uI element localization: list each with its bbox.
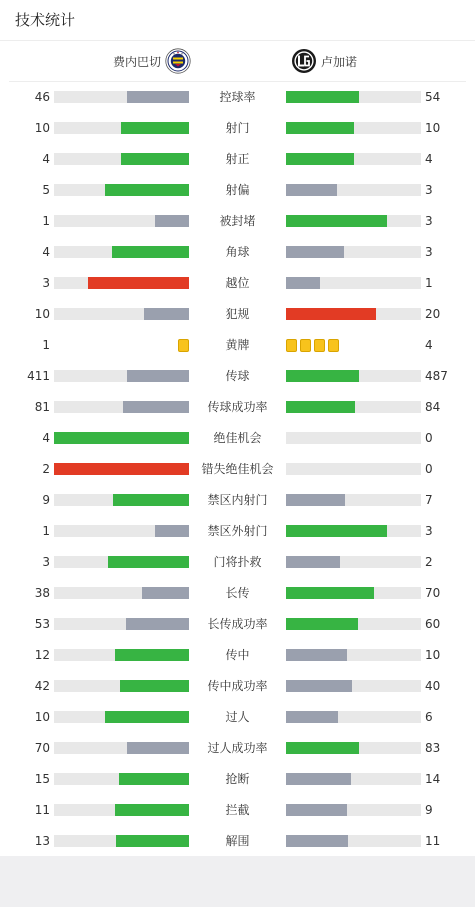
away-stat-bar-fill xyxy=(286,370,359,382)
stat-row xyxy=(0,609,475,640)
stat-label: 传中成功率 xyxy=(207,679,268,693)
away-stat-bar xyxy=(286,618,421,630)
away-stat-bar xyxy=(286,587,421,599)
stat-row xyxy=(0,733,475,764)
home-stat-bar xyxy=(54,370,189,382)
away-stat-bar-fill xyxy=(286,277,320,289)
away-stat-value: 60 xyxy=(425,617,441,631)
away-stat-bar xyxy=(286,804,421,816)
away-stat-bar-fill xyxy=(286,308,376,320)
home-stat-bar-fill xyxy=(121,153,189,165)
home-stat-value: 1 xyxy=(42,338,50,352)
home-team-name: 费内巴切 xyxy=(113,54,162,69)
away-stat-bar-fill xyxy=(286,587,374,599)
stat-label: 绝佳机会 xyxy=(213,431,262,445)
home-stat-bar xyxy=(54,463,189,475)
stat-row xyxy=(0,144,475,175)
home-yellow-cards xyxy=(178,339,189,352)
home-stat-bar xyxy=(54,587,189,599)
home-stat-value: 1 xyxy=(42,214,50,228)
home-stat-value: 4 xyxy=(42,152,50,166)
stat-row xyxy=(0,640,475,671)
away-stat-bar xyxy=(286,308,421,320)
stat-label: 过人 xyxy=(225,710,250,724)
home-stat-bar-fill xyxy=(144,308,189,320)
stat-label: 射门 xyxy=(225,121,250,135)
home-stat-value: 9 xyxy=(42,493,50,507)
home-stat-bar-fill xyxy=(88,277,189,289)
away-stat-bar-fill xyxy=(286,246,344,258)
away-stat-bar xyxy=(286,246,421,258)
home-stat-bar-fill xyxy=(127,91,189,103)
page-title: 技术统计 xyxy=(15,11,76,29)
home-stat-bar xyxy=(54,556,189,568)
home-stat-bar xyxy=(54,804,189,816)
home-stat-value: 53 xyxy=(34,617,50,631)
away-stat-bar xyxy=(286,773,421,785)
stat-label: 解围 xyxy=(225,834,250,848)
away-stat-bar xyxy=(286,122,421,134)
stat-label: 长传 xyxy=(225,586,250,600)
home-stat-bar-fill xyxy=(108,556,189,568)
away-stat-value: 11 xyxy=(425,834,441,848)
home-stat-bar-fill xyxy=(142,587,189,599)
away-stat-bar xyxy=(286,215,421,227)
away-stat-value: 70 xyxy=(425,586,441,600)
home-stat-value: 10 xyxy=(34,710,50,724)
home-stat-bar-fill xyxy=(116,835,189,847)
away-stat-value: 3 xyxy=(425,524,433,538)
yellow-card-icon xyxy=(328,339,339,352)
away-stat-bar-fill xyxy=(286,153,354,165)
away-stat-value: 1 xyxy=(425,276,433,290)
home-stat-value: 5 xyxy=(42,183,50,197)
stat-label: 拦截 xyxy=(225,803,250,817)
away-stat-bar xyxy=(286,649,421,661)
home-stat-value: 81 xyxy=(34,400,50,414)
stat-row xyxy=(0,82,475,113)
home-stat-bar xyxy=(54,618,189,630)
away-stat-bar-fill xyxy=(286,680,352,692)
yellow-card-icon xyxy=(314,339,325,352)
away-stat-value: 83 xyxy=(425,741,441,755)
home-stat-bar-fill xyxy=(113,494,189,506)
away-stat-bar-fill xyxy=(286,215,387,227)
away-stat-bar xyxy=(286,153,421,165)
stats-list xyxy=(0,82,475,857)
away-stat-bar xyxy=(286,91,421,103)
home-stat-bar-fill xyxy=(121,122,189,134)
home-stat-value: 42 xyxy=(34,679,50,693)
stat-row xyxy=(0,392,475,423)
home-stat-bar-fill xyxy=(120,680,189,692)
away-stat-bar xyxy=(286,401,421,413)
home-stat-bar xyxy=(54,773,189,785)
home-stat-bar xyxy=(54,215,189,227)
away-stat-value: 6 xyxy=(425,710,433,724)
stat-row xyxy=(0,175,475,206)
home-stat-bar xyxy=(54,153,189,165)
away-stat-value: 10 xyxy=(425,648,441,662)
away-stat-value: 54 xyxy=(425,90,441,104)
away-stat-bar-fill xyxy=(286,711,338,723)
home-stat-bar-fill xyxy=(155,215,189,227)
home-stat-bar xyxy=(54,525,189,537)
away-stat-bar-fill xyxy=(286,649,347,661)
away-stat-value: 7 xyxy=(425,493,433,507)
away-stat-bar xyxy=(286,370,421,382)
home-stat-value: 12 xyxy=(34,648,50,662)
home-stat-bar xyxy=(54,401,189,413)
home-stat-value: 3 xyxy=(42,276,50,290)
home-stat-bar-fill xyxy=(112,246,189,258)
away-stat-value: 3 xyxy=(425,214,433,228)
stat-row xyxy=(0,826,475,857)
home-stat-bar-fill xyxy=(54,463,189,475)
away-stat-bar-fill xyxy=(286,804,347,816)
home-stat-value: 1 xyxy=(42,524,50,538)
away-stat-bar xyxy=(286,556,421,568)
stat-label: 错失绝佳机会 xyxy=(201,462,274,476)
away-stat-value: 40 xyxy=(425,679,441,693)
stat-row xyxy=(0,671,475,702)
home-stat-bar xyxy=(54,277,189,289)
away-stat-value: 9 xyxy=(425,803,433,817)
stat-row xyxy=(0,702,475,733)
yellow-card-icon xyxy=(300,339,311,352)
home-stat-bar-fill xyxy=(119,773,189,785)
away-stat-bar xyxy=(286,494,421,506)
divider xyxy=(0,40,475,41)
away-stat-bar xyxy=(286,525,421,537)
stat-row xyxy=(0,423,475,454)
away-stat-value: 84 xyxy=(425,400,441,414)
stat-row xyxy=(0,206,475,237)
stat-label: 禁区外射门 xyxy=(207,524,268,538)
home-stat-value: 38 xyxy=(34,586,50,600)
stat-label: 射偏 xyxy=(225,183,250,197)
away-stat-value: 20 xyxy=(425,307,441,321)
home-stat-bar-fill xyxy=(155,525,189,537)
yellow-card-icon xyxy=(178,339,189,352)
home-stat-value: 4 xyxy=(42,431,50,445)
home-team[interactable] xyxy=(113,47,191,75)
stat-row xyxy=(0,454,475,485)
home-stat-bar xyxy=(54,432,189,444)
away-stat-value: 3 xyxy=(425,245,433,259)
away-stat-bar xyxy=(286,835,421,847)
home-stat-value: 411 xyxy=(27,369,50,383)
stat-row xyxy=(0,268,475,299)
away-team-name: 卢加诺 xyxy=(321,54,358,69)
home-stat-bar-fill xyxy=(105,184,189,196)
home-stat-value: 10 xyxy=(34,307,50,321)
away-stat-bar-fill xyxy=(286,618,358,630)
home-stat-value: 10 xyxy=(34,121,50,135)
away-stat-bar-fill xyxy=(286,835,348,847)
stat-label: 被封堵 xyxy=(219,214,256,228)
home-stat-bar xyxy=(54,184,189,196)
away-stat-value: 487 xyxy=(425,369,448,383)
home-stat-bar-fill xyxy=(115,804,189,816)
home-stat-bar-fill xyxy=(127,742,189,754)
home-stat-bar-fill xyxy=(54,432,189,444)
stat-label: 抢断 xyxy=(225,772,250,786)
away-stat-bar xyxy=(286,277,421,289)
home-stat-bar-fill xyxy=(127,370,189,382)
away-stat-bar-fill xyxy=(286,91,359,103)
stat-label: 传球成功率 xyxy=(207,400,268,414)
home-stat-value: 2 xyxy=(42,462,50,476)
away-stat-bar xyxy=(286,680,421,692)
stat-label: 控球率 xyxy=(219,90,256,104)
stat-row xyxy=(0,330,475,361)
away-stat-bar xyxy=(286,742,421,754)
stat-row xyxy=(0,795,475,826)
home-stat-value: 46 xyxy=(34,90,50,104)
away-stat-bar xyxy=(286,711,421,723)
away-stat-value: 14 xyxy=(425,772,441,786)
home-stat-bar xyxy=(54,680,189,692)
away-stat-bar-fill xyxy=(286,556,340,568)
home-stat-bar xyxy=(54,649,189,661)
home-stat-bar xyxy=(54,122,189,134)
home-stat-bar-fill xyxy=(123,401,189,413)
stat-label: 射正 xyxy=(225,152,250,166)
away-stat-value: 0 xyxy=(425,462,433,476)
stat-label: 黄牌 xyxy=(225,338,250,352)
home-stat-bar-fill xyxy=(115,649,189,661)
home-stat-bar xyxy=(54,711,189,723)
away-stat-bar xyxy=(286,463,421,475)
away-stat-value: 0 xyxy=(425,431,433,445)
away-stat-bar-fill xyxy=(286,401,355,413)
away-stat-bar-fill xyxy=(286,494,345,506)
stat-row xyxy=(0,485,475,516)
lugano-crest-icon xyxy=(291,48,317,74)
stat-row xyxy=(0,578,475,609)
stat-label: 禁区内射门 xyxy=(207,493,268,507)
home-stat-bar xyxy=(54,742,189,754)
home-stat-bar xyxy=(54,91,189,103)
stat-label: 长传成功率 xyxy=(207,617,268,631)
stat-row xyxy=(0,237,475,268)
home-stat-value: 3 xyxy=(42,555,50,569)
stat-label: 越位 xyxy=(225,276,250,290)
home-stat-bar-fill xyxy=(126,618,189,630)
stat-label: 犯规 xyxy=(225,307,250,321)
stat-row xyxy=(0,547,475,578)
away-stat-bar-fill xyxy=(286,525,387,537)
away-stat-value: 4 xyxy=(425,338,433,352)
home-stat-value: 4 xyxy=(42,245,50,259)
away-yellow-cards xyxy=(286,339,339,352)
away-team[interactable] xyxy=(291,47,357,75)
stat-label: 门将扑救 xyxy=(213,555,262,569)
away-stat-bar-fill xyxy=(286,184,337,196)
stat-row xyxy=(0,113,475,144)
home-stat-bar xyxy=(54,246,189,258)
away-stat-bar-fill xyxy=(286,122,354,134)
stat-row xyxy=(0,299,475,330)
yellow-card-icon xyxy=(286,339,297,352)
away-stat-bar xyxy=(286,184,421,196)
home-stat-bar xyxy=(54,494,189,506)
away-stat-bar-fill xyxy=(286,742,359,754)
stat-label: 传中 xyxy=(225,648,250,662)
stat-label: 角球 xyxy=(225,245,250,259)
home-stat-bar xyxy=(54,835,189,847)
home-stat-bar xyxy=(54,308,189,320)
stat-row xyxy=(0,764,475,795)
stat-label: 传球 xyxy=(225,369,250,383)
fenerbahce-crest-icon xyxy=(165,48,191,74)
home-stat-bar-fill xyxy=(105,711,189,723)
home-stat-value: 70 xyxy=(34,741,50,755)
away-stat-value: 10 xyxy=(425,121,441,135)
home-stat-value: 15 xyxy=(34,772,50,786)
away-stat-value: 3 xyxy=(425,183,433,197)
stat-row xyxy=(0,516,475,547)
away-stat-value: 2 xyxy=(425,555,433,569)
away-stat-bar-fill xyxy=(286,773,351,785)
stat-label: 过人成功率 xyxy=(207,741,268,755)
home-stat-value: 11 xyxy=(34,803,50,817)
away-stat-value: 4 xyxy=(425,152,433,166)
stat-row xyxy=(0,361,475,392)
home-stat-value: 13 xyxy=(34,834,50,848)
away-stat-bar xyxy=(286,432,421,444)
